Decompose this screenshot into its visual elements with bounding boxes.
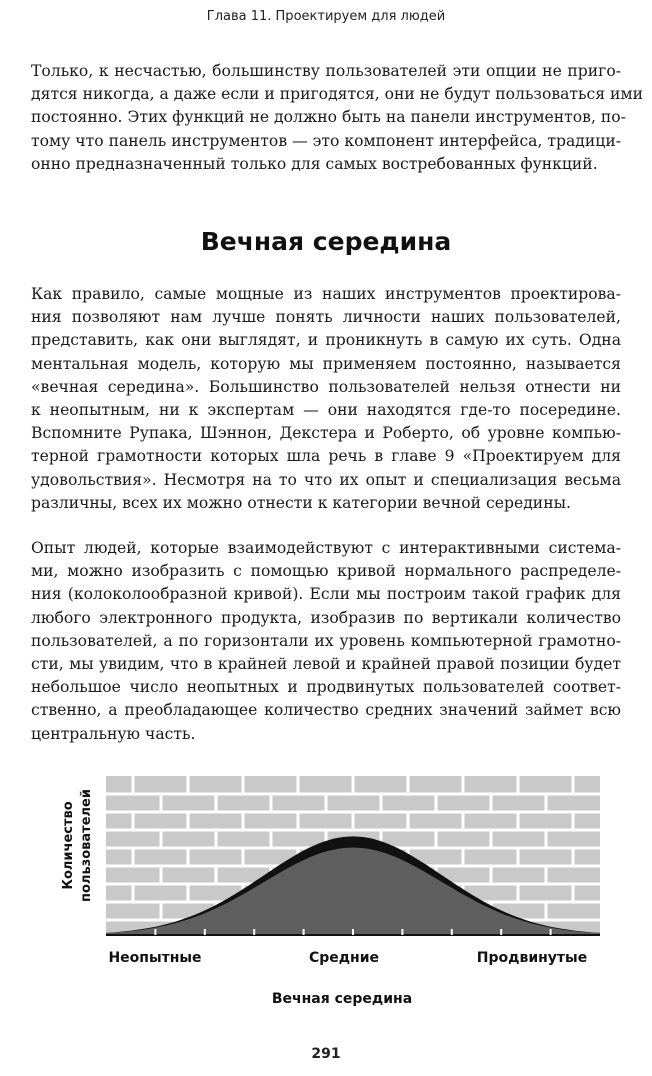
text-line: ментальная модель, которую мы применяем постоянно, называется [31, 354, 621, 373]
text-line: сти, мы увидим, что в крайней левой и крайней правой позиции будет [31, 655, 621, 674]
bell-curve-chart [0, 760, 652, 1020]
text-line: ственно, а преобладающее количество средних значений займет всю [31, 701, 621, 720]
paragraph-perpetual-intermediate [31, 283, 621, 515]
text-line: терной грамотности которых шла речь в главе 9 «Проектируем для [31, 447, 621, 466]
text-line: центральную часть. [31, 724, 196, 743]
text-line: ния (колоколообразной кривой). Если мы построим такой график для [31, 585, 621, 604]
running-header: Глава 11. Проектируем для людей [206, 9, 446, 24]
y-axis-label: пользователей [79, 789, 94, 902]
text-line: «вечная середина». Большинство пользователей нельзя отнести ни [31, 377, 621, 396]
text-line: постоянно. Этих функций не должно быть на панели инструментов, по- [31, 108, 626, 127]
y-axis-label: Количество [61, 801, 76, 890]
text-line: представить, как они выглядят, и проникнуть в самую их суть. Одна [31, 331, 621, 350]
section-title: Вечная середина [200, 227, 452, 256]
chart-title: Вечная середина [271, 991, 413, 1007]
paragraph-bell-curve [31, 537, 621, 746]
x-category-label: Средние [308, 950, 380, 966]
text-line: Вспомните Рупака, Шэннон, Декстера и Роберто, об уровне компью- [31, 424, 621, 443]
text-line: любого электронного продукта, изобразив по вертикали количество [31, 608, 621, 627]
text-line: ния позволяют нам лучше понять личности наших пользователей, [31, 308, 621, 327]
text-line: удовольствия». Несмотря на то что их опыт и специализация весьма [31, 470, 621, 489]
text-line: тому что панель инструментов — это компонент интерфейса, традици- [31, 131, 621, 150]
text-line: различны, всех их можно отнести к категории вечной середины. [31, 493, 571, 512]
text-line: пользователей, а по горизонтали их уровень компьютерной грамотно- [31, 631, 621, 650]
text-line: ми, можно изобразить с помощью кривой нормального распределе- [31, 562, 621, 581]
x-category-label: Неопытные [108, 950, 202, 966]
text-line: дятся никогда, а даже если и пригодятся, они не будут пользоваться ими [31, 85, 643, 104]
text-line: Опыт людей, которые взаимодействуют с интерактивными система- [31, 539, 621, 557]
page-number: 291 [311, 1046, 341, 1062]
text-line: Только, к несчастью, большинству пользователей эти опции не приго- [31, 62, 621, 80]
text-line: небольшое число неопытных и продвинутых пользователей соответ- [31, 678, 621, 697]
paragraph-intro [31, 60, 643, 176]
x-category-label: Продвинутые [476, 950, 588, 966]
text-line: Как правило, самые мощные из наших инструментов проектирова- [31, 285, 621, 303]
bell-curve-figure [0, 760, 652, 1020]
text-line: к неопытным, ни к экспертам — они находятся где-то посередине. [31, 401, 621, 420]
text-line: онно предназначенный только для самых востребованных функций. [31, 154, 598, 173]
